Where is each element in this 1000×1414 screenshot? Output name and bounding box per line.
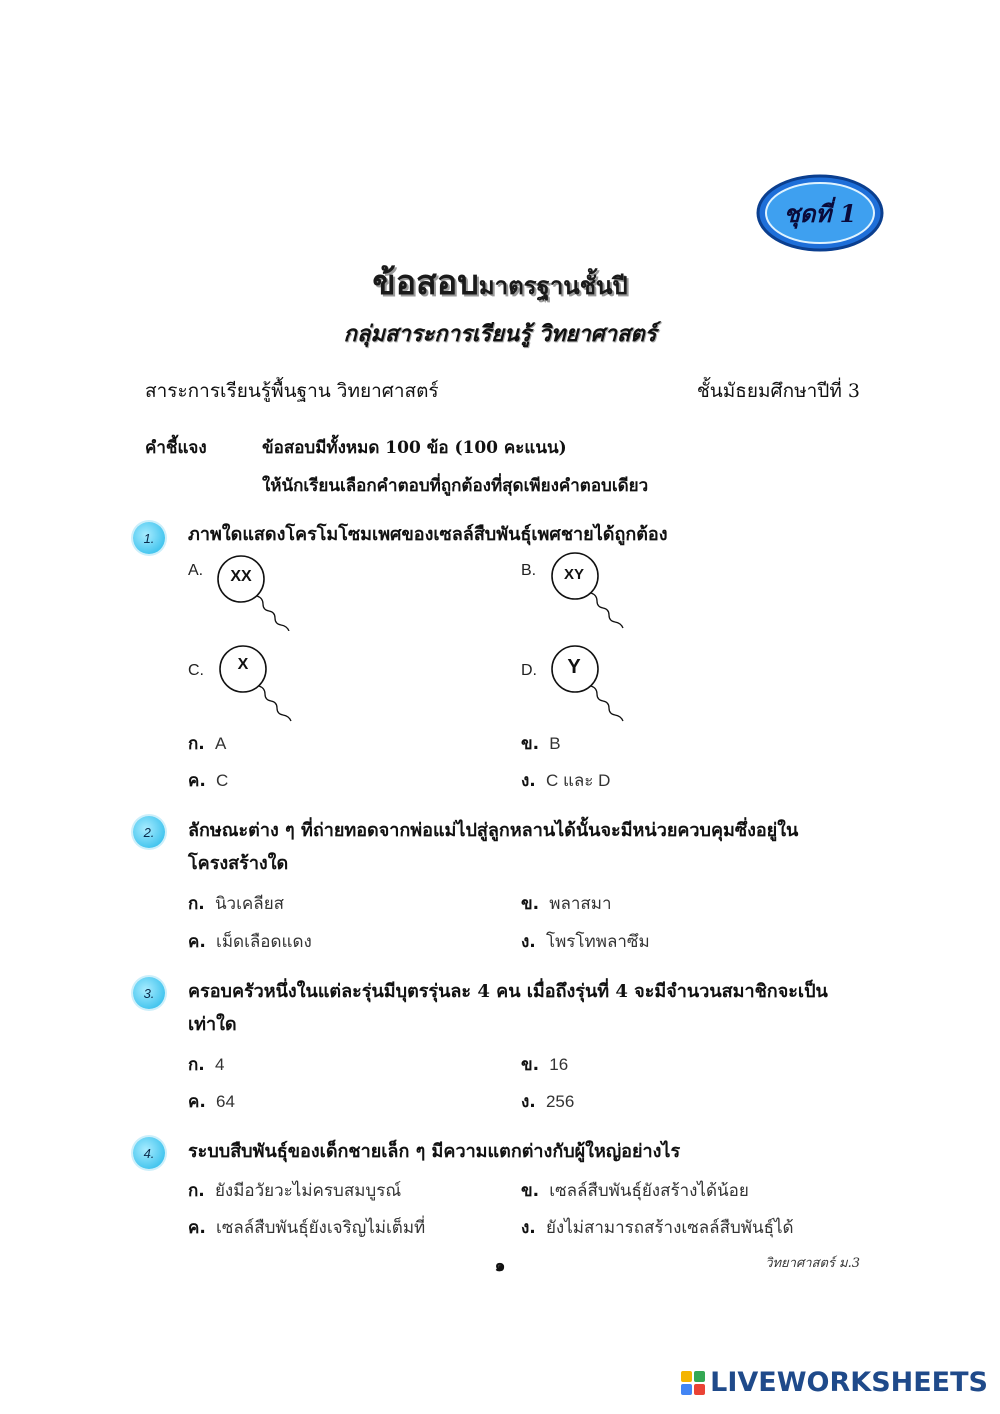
sperm-figure-b <box>549 550 634 630</box>
answer-option[interactable] <box>188 1177 401 1204</box>
figure-label-c: C. <box>188 662 204 679</box>
figure-label-b: B. <box>521 562 537 579</box>
page-number: ๑ <box>494 1256 506 1276</box>
question-text: ภาพใดแสดงโครโมโซมเพศของเซลล์สืบพันธุ์เพศชายได้ถูกต้อง <box>188 524 668 545</box>
grade-label: ชั้นมัธยมศึกษาปีที่ 3 <box>696 380 860 402</box>
option-text: B <box>549 734 561 753</box>
answer-option[interactable] <box>188 890 284 917</box>
option-text: 4 <box>214 1055 225 1074</box>
answer-option[interactable] <box>521 1177 749 1204</box>
chromosome-label-b: XY <box>563 566 584 583</box>
option-text: C และ D <box>545 771 611 790</box>
option-letter: ค. <box>188 932 206 952</box>
answer-option[interactable] <box>188 928 312 955</box>
question-text <box>188 814 858 880</box>
answer-option[interactable] <box>521 1088 574 1115</box>
answer-option[interactable] <box>188 1088 235 1115</box>
option-letter: ง. <box>521 771 536 791</box>
page-subtitle: กลุ่มสาระการเรียนรู้ วิทยาศาสตร์ <box>343 321 657 347</box>
answer-option[interactable] <box>521 767 610 794</box>
answer-option[interactable] <box>521 890 612 917</box>
option-text: เซลล์สืบพันธุ์ยังเจริญไม่เต็มที่ <box>216 1218 426 1237</box>
instructions-line-1: ข้อสอบมีทั้งหมด 100 ข้อ (100 คะแนน) <box>262 438 567 458</box>
sperm-figure-a <box>215 553 300 631</box>
instructions-label: คำชี้แจง <box>145 438 207 458</box>
option-text: ยังมีอวัยวะไม่ครบสมบูรณ์ <box>214 1181 402 1200</box>
answer-option[interactable] <box>188 730 226 757</box>
option-letter: ก. <box>188 894 205 914</box>
option-text: โพรโทพลาซึม <box>545 932 650 951</box>
option-text: A <box>214 734 227 753</box>
figure-label-d: D. <box>521 662 537 679</box>
liveworksheets-text: LIVEWORKSHEETS <box>710 1367 988 1398</box>
option-text: 64 <box>216 1092 235 1111</box>
chromosome-label-c: X <box>237 656 249 673</box>
answer-option[interactable] <box>188 767 228 794</box>
question-number-badge <box>133 816 165 848</box>
question-text-line-1: ครอบครัวหนึ่งในแต่ละรุ่นมีบุตรรุ่นละ 4 คน เมื่อถึงรุ่นที่ 4 จะมีจำนวนสมาชิกจะเป็น <box>188 981 828 1002</box>
badge-label: ชุดที่ 1 <box>783 198 857 228</box>
footer-subject: วิทยาศาสตร์ ม.3 <box>765 1256 860 1271</box>
liveworksheets-icon <box>680 1370 706 1396</box>
option-letter: ข. <box>521 1181 540 1201</box>
liveworksheets-logo[interactable] <box>680 1367 988 1398</box>
option-text: 256 <box>545 1092 575 1111</box>
option-letter: ก. <box>188 734 205 754</box>
option-text: C <box>216 771 229 790</box>
option-text: พลาสมา <box>549 894 612 913</box>
option-text: 16 <box>549 1055 569 1074</box>
question-number-badge <box>133 977 165 1009</box>
option-letter: ง. <box>521 1092 536 1112</box>
question-text <box>188 975 858 1041</box>
subject-label: สาระการเรียนรู้พื้นฐาน วิทยาศาสตร์ <box>145 380 439 402</box>
question-number: 3. <box>143 985 155 1001</box>
answer-option[interactable] <box>521 1051 568 1078</box>
answer-option[interactable] <box>188 1214 425 1241</box>
chromosome-label-a: XX <box>230 568 252 585</box>
figure-label-a: A. <box>188 562 204 579</box>
option-letter: ค. <box>188 771 206 791</box>
option-letter: ง. <box>521 1218 536 1238</box>
chromosome-label-d: Y <box>567 656 581 678</box>
option-letter: ค. <box>188 1092 206 1112</box>
question-number: 1. <box>143 530 155 546</box>
question-text-line-2: เท่าใด <box>188 1014 237 1035</box>
option-letter: ก. <box>188 1181 205 1201</box>
option-letter: ข. <box>521 734 540 754</box>
option-letter: ข. <box>521 1055 540 1075</box>
set-badge <box>755 173 885 253</box>
option-text: นิวเคลียส <box>214 894 285 913</box>
question-number: 2. <box>143 824 155 840</box>
question-number-badge <box>133 1137 165 1169</box>
title-main: ข้อสอบ <box>372 263 479 303</box>
answer-option[interactable] <box>188 1051 224 1078</box>
question-text-line-2: โครงสร้างใด <box>188 853 289 874</box>
sperm-figure-d <box>549 643 634 723</box>
answer-option[interactable] <box>521 1214 794 1241</box>
question-number-badge <box>133 522 165 554</box>
question-text: ระบบสืบพันธุ์ของเด็กชายเล็ก ๆ มีความแตกต่างกับผู้ใหญ่อย่างไร <box>188 1141 681 1162</box>
option-letter: ค. <box>188 1218 206 1238</box>
answer-option[interactable] <box>521 730 561 757</box>
option-letter: ข. <box>521 894 540 914</box>
option-letter: ง. <box>521 932 536 952</box>
question-number: 4. <box>143 1145 155 1161</box>
option-text: เม็ดเลือดแดง <box>216 932 312 951</box>
option-text: เซลล์สืบพันธุ์ยังสร้างได้น้อย <box>549 1181 749 1200</box>
instructions-line-2: ให้นักเรียนเลือกคำตอบที่ถูกต้องที่สุดเพียงคำตอบเดียว <box>262 476 649 496</box>
option-letter: ก. <box>188 1055 205 1075</box>
question-text-line-1: ลักษณะต่าง ๆ ที่ถ่ายทอดจากพ่อแม่ไปสู่ลูกหลานได้นั้นจะมีหน่วยควบคุมซึ่งอยู่ใน <box>188 820 799 841</box>
title-rest: มาตรฐานชั้นปี <box>478 271 628 300</box>
option-text: ยังไม่สามารถสร้างเซลล์สืบพันธุ์ได้ <box>545 1218 794 1237</box>
page-title <box>0 255 1000 309</box>
sperm-figure-c <box>217 643 302 723</box>
answer-option[interactable] <box>521 928 650 955</box>
